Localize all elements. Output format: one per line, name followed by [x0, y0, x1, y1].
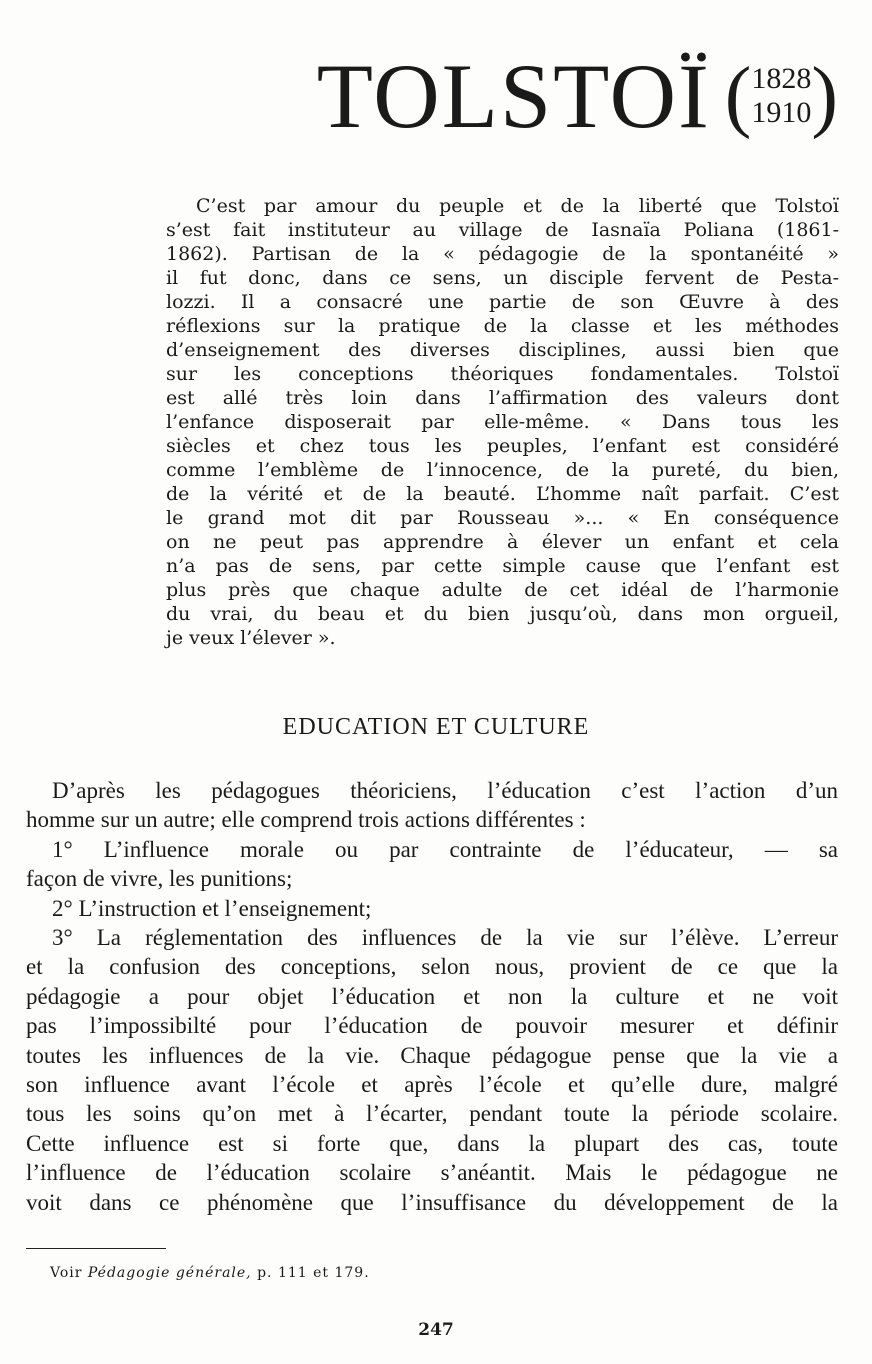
text-line: je veux l’élever ». [166, 627, 336, 649]
text-line: l’enfance disposerait par elle-même. « Dans tous les [166, 411, 839, 433]
text-line: plus près que chaque adulte de cet idéal de l’harmonie [166, 579, 839, 601]
text-line: on ne peut pas apprendre à élever un enfant et cela [166, 531, 839, 553]
footnote-suffix: p. 111 et 179. [251, 1265, 370, 1281]
years [751, 62, 811, 130]
footnote [50, 1265, 370, 1281]
text-line: sur les conceptions théoriques fondamentales. Tolstoï [166, 363, 839, 385]
text-line: voit dans ce phénomène que l’insuffisance du développement de la [26, 1189, 838, 1215]
birth-year: 1828 [751, 62, 812, 95]
text-line: 1862). Partisan de la « pédagogie de la spontanéité » [166, 243, 839, 265]
text-line: tous les soins qu’on met à l’écarter, pendant toute la période scolaire. [26, 1101, 838, 1127]
text-line: s’est fait instituteur au village de Iasnaïa Poliana (1861- [166, 219, 839, 241]
text-line: et la confusion des conceptions, selon nous, provient de ce que la [26, 954, 838, 980]
text-line: 1° L’influence morale ou par contrainte de l’éducateur, — sa [52, 836, 838, 862]
text-line: pédagogie a pour objet l’éducation et non la culture et ne voit [26, 983, 838, 1009]
text-line: homme sur un autre; elle comprend trois actions différentes : [26, 807, 586, 833]
body-text [26, 776, 838, 1217]
text-line: Cette influence est si forte que, dans la plupart des cas, toute [26, 1130, 838, 1156]
text-line: du vrai, du beau et du bien jusqu’où, dans mon orgueil, [166, 603, 839, 625]
text-line: d’enseignement des diverses disciplines, aussi bien que [166, 339, 839, 361]
open-paren: ( [724, 52, 752, 140]
close-paren: ) [811, 52, 838, 140]
text-line: est allé très loin dans l’affirmation des valeurs dont [166, 387, 839, 409]
text-line: il fut donc, dans ce sens, un disciple fervent de Pesta- [166, 267, 839, 289]
text-line: l’influence de l’éducation scolaire s’anéantit. Mais le pédagogue ne [26, 1160, 838, 1186]
text-line: réflexions sur la pratique de la classe et les méthodes [166, 315, 839, 337]
text-line: son influence avant l’école et après l’école et qu’elle dure, malgré [26, 1072, 838, 1098]
page-title: TOLSTOÏ [316, 45, 711, 147]
text-line: de la vérité et de la beauté. L’homme naît parfait. C’est [166, 483, 839, 505]
text-line: comme l’emblème de l’innocence, de la pureté, du bien, [166, 459, 839, 481]
text-line: toutes les influences de la vie. Chaque pédagogue pense que la vie a [26, 1042, 838, 1068]
page-header [316, 45, 838, 147]
text-line: façon de vivre, les punitions; [26, 866, 293, 892]
text-line: D’après les pédagogues théoriciens, l’éducation c’est l’action d’un [52, 778, 838, 803]
death-year: 1910 [751, 96, 812, 129]
text-line: 3° La réglementation des influences de la vie sur l’élève. L’erreur [52, 925, 838, 951]
life-dates [724, 52, 838, 140]
text-line: le grand mot dit par Rousseau »... « En conséquence [166, 507, 839, 529]
footnote-title: Pédagogie générale, [87, 1265, 252, 1281]
text-line: lozzi. Il a consacré une partie de son Œuvre à des [166, 291, 839, 313]
page-number: 247 [418, 1320, 454, 1340]
text-line: pas l’impossibilté pour l’éducation de pouvoir mesurer et définir [26, 1013, 838, 1039]
footnote-rule [26, 1248, 166, 1249]
text-line: siècles et chez tous les peuples, l’enfant est considéré [166, 435, 839, 457]
footnote-prefix: Voir [50, 1265, 88, 1281]
text-line: 2° L’instruction et l’enseignement; [52, 895, 372, 921]
intro-paragraph [166, 194, 839, 650]
text-line: C’est par amour du peuple et de la liberté que Tolstoï [196, 195, 839, 217]
text-line: n’a pas de sens, par cette simple cause que l’enfant est [166, 555, 839, 577]
section-title: EDUCATION ET CULTURE [282, 714, 590, 740]
